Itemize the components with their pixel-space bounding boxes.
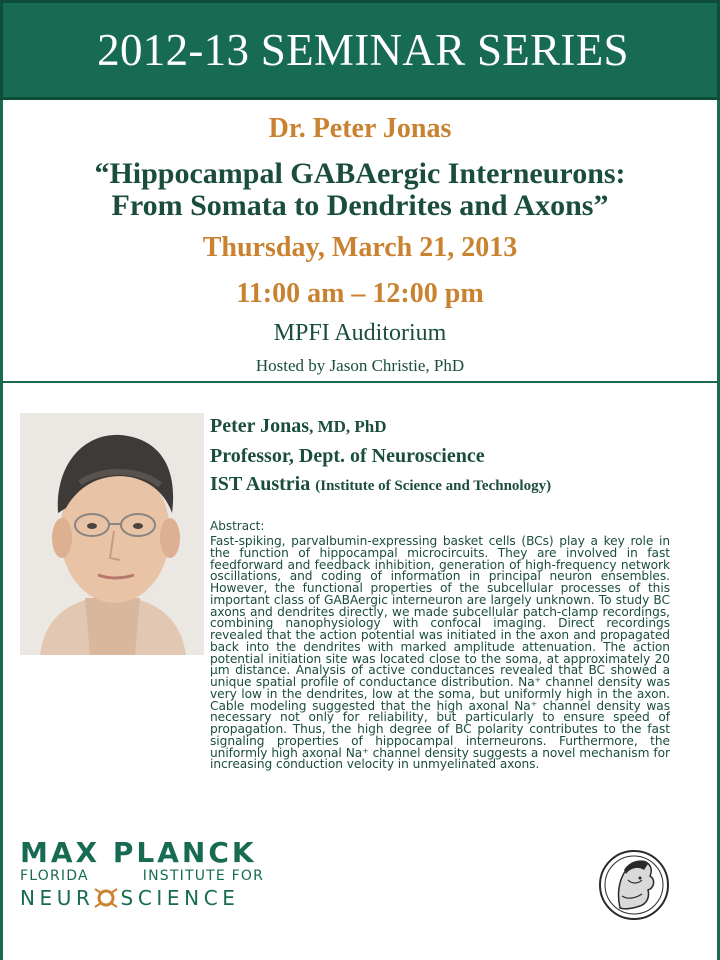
logo-line3-left: NEUR: [20, 886, 95, 910]
speaker-portrait-icon: [20, 413, 204, 655]
event-date: Thursday, March 21, 2013: [202, 232, 518, 263]
speaker-name: Dr. Peter Jonas: [268, 113, 452, 144]
event-host: Hosted by Jason Christie, PhD: [255, 356, 465, 375]
bio-name-text: Peter Jonas: [210, 415, 310, 437]
neuron-o-icon: [93, 886, 119, 910]
logo-line2-left: FLORIDA: [20, 868, 89, 884]
bio-institution-full: (Institute of Science and Technology): [315, 478, 552, 494]
logo-line2: [20, 868, 264, 884]
talk-title-line2: From Somata to Dendrites and Axons”: [111, 189, 609, 222]
minerva-seal-icon: [598, 840, 670, 930]
max-planck-logo: [20, 838, 270, 918]
event-venue: MPFI Auditorium: [273, 320, 447, 346]
bio-institution: [210, 471, 551, 499]
header-banner: [0, 0, 720, 100]
page-title: 2012-13 SEMINAR SERIES: [97, 25, 629, 75]
logo-line2-right: INSTITUTE FOR: [142, 868, 264, 884]
logo-line3-right: SCIENCE: [120, 886, 240, 910]
logo-line3: [20, 884, 270, 912]
abstract-label: Abstract:: [210, 519, 265, 533]
speaker-photo: [20, 413, 204, 655]
bio-position: Professor, Dept. of Neuroscience: [210, 445, 485, 467]
logo-line1: MAX PLANCK: [20, 836, 257, 869]
event-time: 11:00 am – 12:00 pm: [236, 278, 484, 309]
talk-title: [0, 158, 720, 222]
bio-institution-name: IST Austria: [210, 473, 311, 495]
bio-name: [210, 413, 387, 440]
talk-title-line1: “Hippocampal GABAergic Interneurons:: [94, 157, 626, 190]
bio-degrees: , MD, PhD: [309, 417, 387, 436]
abstract-text: Fast-spiking, parvalbumin-expressing basket cells (BCs) play a key role in the function of hippocampal microcircuits. They are involved in fast feedforward and feedback inhibition, generation of high-frequency network oscillations, and coding of information in principal neuron ensembles. However, the functional properties of the subcellular processes of this important class of GABAergic interneuron are largely unknown. To study BC axons and dendrites directly, we made subcellular patch-clamp recordings, combining nanophysiology with confocal imaging. Direct recordings revealed that the action potential was initiated in the axon and propagated back into the dendrites with marked amplitude attenuation. The action potential initiation site was located close to the soma, at approximately 20 µm distance. Analysis of active conductances revealed that BC showed a unique spatial profile of conductance distribution. Na⁺ channel density was very low in the dendrites, low at the soma, but uniformly high in the axon. Cable modeling suggested that the high axonal Na⁺ channel density was necessary not only for reliability, but particularly to ensure speed of propagation. Thus, the high degree of BC polarity contributes to the fast signaling properties of hippocampal interneurons. Furthermore, the uniformly high axonal Na⁺ channel density suggests a novel mechanism for increasing conduction velocity in unmyelinated axons.: [210, 534, 670, 772]
